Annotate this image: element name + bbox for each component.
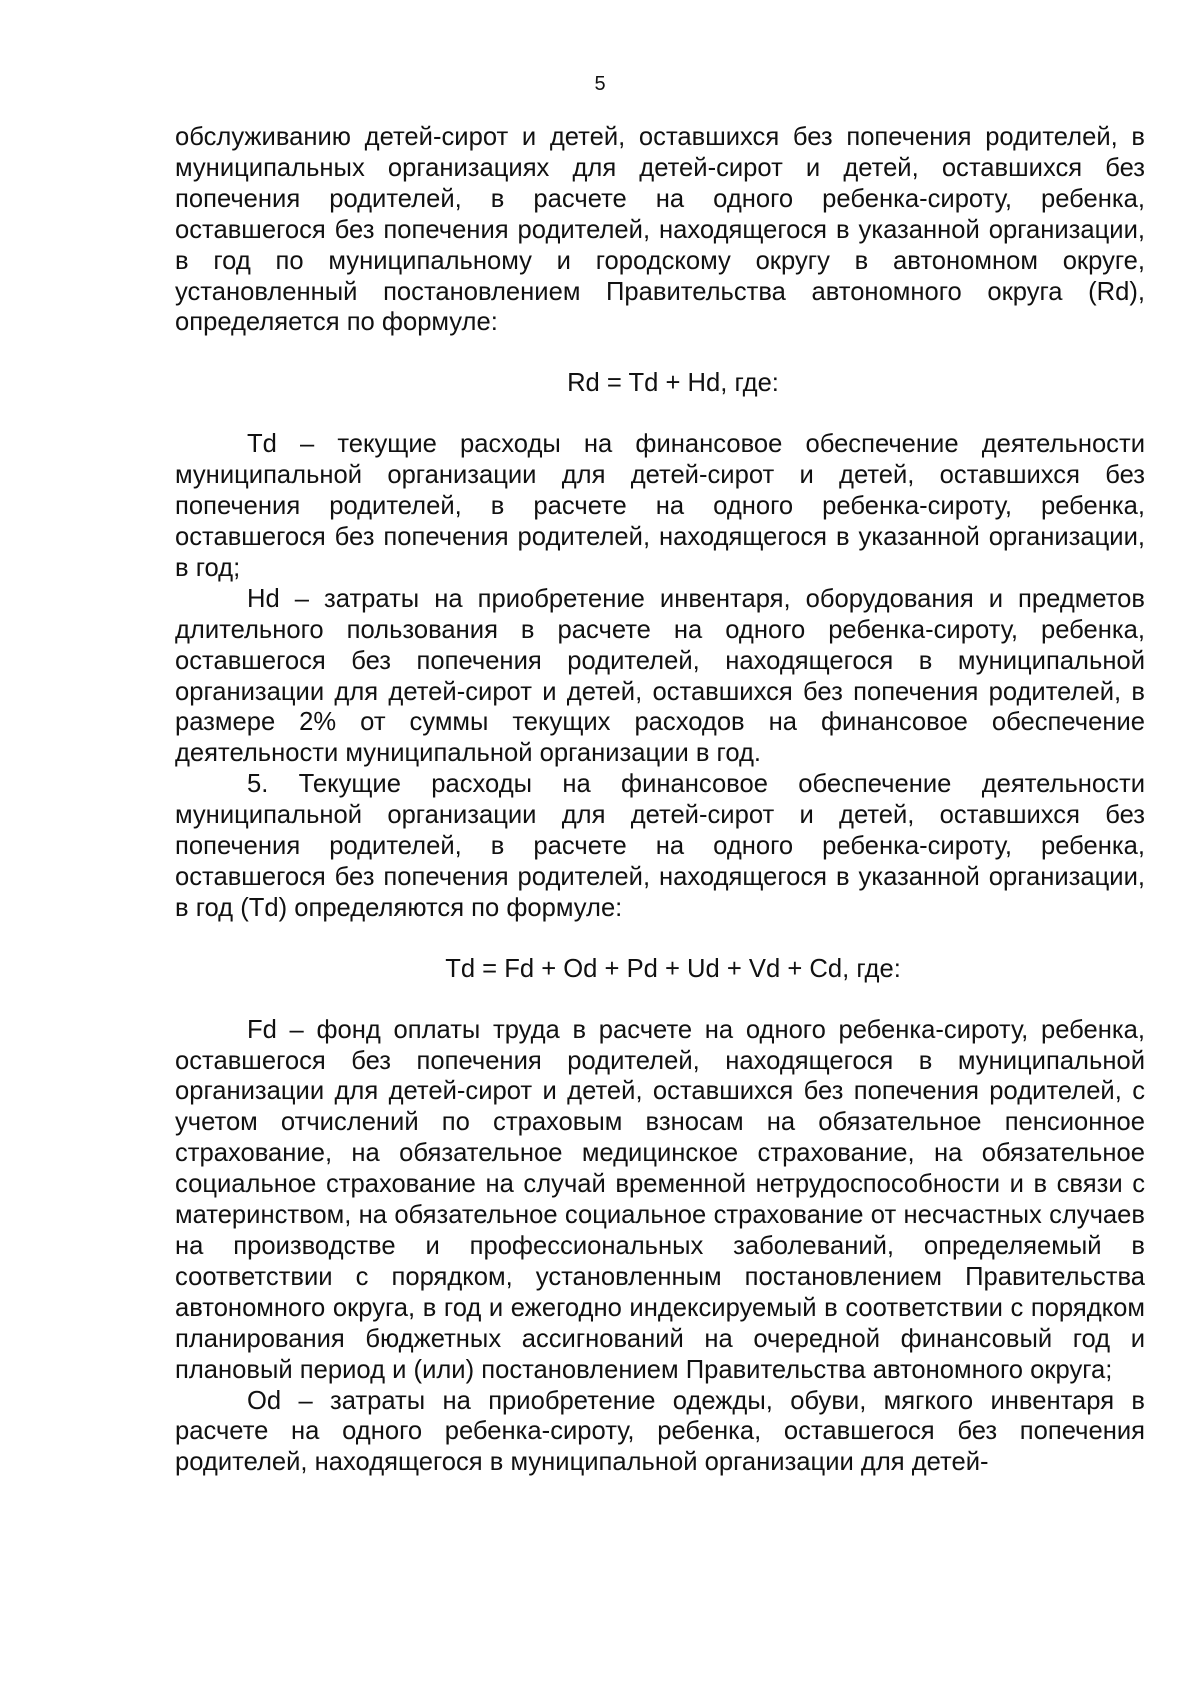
document-body [175,122,1145,1478]
paragraph-od-definition: Od – затраты на приобретение одежды, обуви, мягкого инвентаря в расчете на одного ребенка-сироту, ребенка, оставшегося без попечения родителей, находящегося в муниципальной организации для детей- [175,1386,1145,1477]
formula-td: Td = Fd + Od + Pd + Ud + Vd + Cd, где: [445,954,901,983]
paragraph-td-definition: Td – текущие расходы на финансовое обеспечение деятельности муниципальной организации для детей-сирот и детей, оставшихся без попечения родителей, в расчете на одного ребенка-сироту, ребенка, оставшегося без попечения родителей, находящегося в указанной организации, в год; [175,430,1145,582]
paragraph-item-5: 5. Текущие расходы на финансовое обеспечение деятельности муниципальной организации для детей-сирот и детей, оставшихся без попечения родителей, в расчете на одного ребенка-сироту, ребенка, оставшегося без попечения родителей, находящегося в указанной организации, в год (Td) определяются по формуле: [175,770,1145,922]
page-number: 5 [594,73,606,95]
paragraph-fd-definition: Fd – фонд оплаты труда в расчете на одного ребенка-сироту, ребенка, оставшегося без попечения родителей, находящегося в муниципальной организации для детей-сирот и детей, оставшихся без попечения родителей, с учетом отчислений по страховым взносам на обязательное пенсионное страхование, на обязательное медицинское страхование, на обязательное социальное страхование на случай временной нетрудоспособности и в связи с материнством, на обязательное социальное страхование от несчастных случаев на производстве и профессиональных заболеваний, определяемый в соответствии с порядком, установленным постановлением Правительства автономного округа, в год и ежегодно индексируемый в соответствии с порядком планирования бюджетных ассигнований на очередной финансовый год и плановый период и (или) постановлением Правительства автономного округа; [175,1015,1145,1384]
paragraph-continuation: обслуживанию детей-сирот и детей, оставшихся без попечения родителей, в муниципальных организациях для детей-сирот и детей, оставшихся без попечения родителей, в расчете на одного ребенка-сироту, ребенка, оставшегося без попечения родителей, находящегося в указанной организации, в год по муниципальному и городскому округу в автономном округе, установленный постановлением Правительства автономного округа (Rd), определяется по формуле: [175,123,1145,337]
paragraph-hd-definition: Hd – затраты на приобретение инвентаря, оборудования и предметов длительного пользования в расчете на одного ребенка-сироту, ребенка, оставшегося без попечения родителей, находящегося в муниципальной организации для детей-сирот и детей, оставшихся без попечения родителей, в размере 2% от суммы текущих расходов на финансовое обеспечение деятельности муниципальной организации в год. [175,584,1145,768]
formula-rd: Rd = Td + Hd, где: [567,369,779,398]
